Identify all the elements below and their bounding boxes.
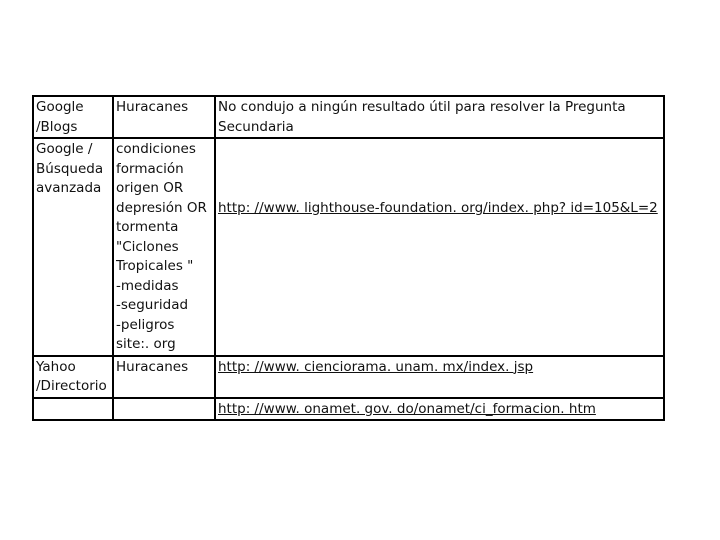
search-engine-text: /Blogs bbox=[36, 118, 78, 135]
search-terms-text: formación bbox=[116, 160, 184, 177]
search-terms-text: condiciones bbox=[116, 141, 196, 157]
result-link[interactable]: http: //www. cienciorama. unam. mx/index. jsp bbox=[218, 358, 534, 375]
search-terms-text: -peligros bbox=[116, 316, 175, 333]
search-engine-cell bbox=[33, 398, 113, 421]
search-terms-text: Huracanes bbox=[116, 358, 189, 375]
search-engine-text: Yahoo bbox=[36, 358, 76, 375]
search-terms-text: depresión OR bbox=[116, 199, 207, 216]
result-cell bbox=[215, 356, 664, 398]
search-results-table bbox=[32, 95, 665, 421]
search-engine-text: avanzada bbox=[36, 180, 102, 196]
search-engine-text: /Directorio bbox=[36, 378, 107, 394]
search-terms-cell bbox=[113, 398, 215, 421]
result-link[interactable]: http: //www. onamet. gov. do/onamet/ci_formacion. htm bbox=[218, 400, 596, 417]
result-cell bbox=[215, 96, 664, 138]
spacer bbox=[218, 179, 661, 199]
search-engine-cell bbox=[33, 96, 113, 138]
search-terms-cell bbox=[113, 138, 215, 356]
search-terms-cell bbox=[113, 96, 215, 138]
search-engine-text: Google / bbox=[36, 141, 93, 157]
table-row bbox=[33, 356, 664, 398]
search-engine-cell bbox=[33, 138, 113, 356]
search-engine-text: Google bbox=[36, 99, 84, 115]
result-link[interactable]: http: //www. lighthouse-foundation. org/index. php? id=105&L=2 bbox=[218, 199, 658, 216]
search-engine-text: Búsqueda bbox=[36, 160, 104, 177]
search-terms-text: origen OR bbox=[116, 180, 184, 196]
result-text: No condujo a ningún resultado útil para resolver la Pregunta bbox=[218, 99, 626, 115]
search-terms-text: -medidas bbox=[116, 277, 179, 294]
table-row bbox=[33, 96, 664, 138]
result-cell bbox=[215, 138, 664, 356]
search-terms-text: "Ciclones bbox=[116, 238, 179, 255]
search-terms-text: -seguridad bbox=[116, 297, 189, 313]
result-text: Secundaria bbox=[218, 118, 294, 135]
search-terms-text: Tropicales " bbox=[116, 258, 194, 274]
search-terms-text: Huracanes bbox=[116, 99, 189, 115]
search-terms-text: site:. org bbox=[116, 336, 176, 352]
spacer bbox=[218, 160, 661, 180]
spacer bbox=[218, 140, 661, 160]
table-row bbox=[33, 398, 664, 421]
search-terms-text: tormenta bbox=[116, 219, 179, 235]
search-engine-cell bbox=[33, 356, 113, 398]
result-cell bbox=[215, 398, 664, 421]
search-terms-cell bbox=[113, 356, 215, 398]
table-row bbox=[33, 138, 664, 356]
